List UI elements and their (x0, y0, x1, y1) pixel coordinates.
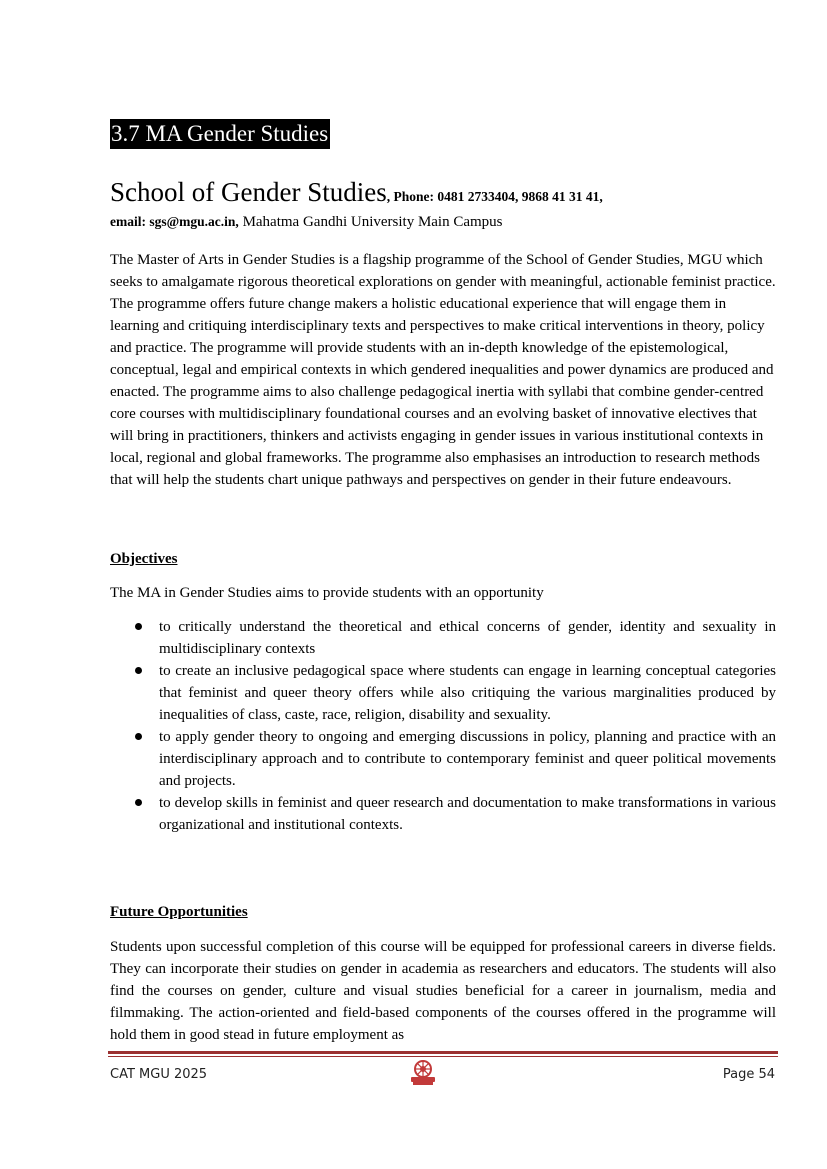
objective-item (110, 726, 776, 792)
footer-doc-label: CAT MGU 2025 (110, 1067, 208, 1082)
objective-item (110, 792, 776, 836)
bullet-icon (135, 733, 142, 740)
objectives-heading: Objectives (110, 551, 178, 567)
footer-rule-thin (108, 1056, 778, 1057)
school-email-line (110, 214, 503, 231)
intro-paragraph: The Master of Arts in Gender Studies is a flagship programme of the School of Gender Studies, MGU which seeks to amalgamate rigorous theoretical explorations on gender with meaningful, actionable feminist practice. The programme offers future change makers a holistic educational experience that will engage them in learning and critiquing interdisciplinary texts and perspectives to make critical interventions in theory, policy and practice. The programme will provide students with an in-depth knowledge of the epistemological, conceptual, legal and empirical contexts in which gendered inequalities and power dynamics are produced and enacted. The programme aims to also challenge pedagogical inertia with syllabi that combine gender-centred core courses with multidisciplinary foundational courses and an evolving basket of innovative electives that will bring in practitioners, thinkers and activists engaging in gender issues in various institutional contexts in local, regional and global frameworks. The programme also emphasises an introduction to research methods that will help the students chart unique pathways and perspectives on gender in their future endeavours. (110, 252, 776, 488)
school-name: School of Gender Studies (110, 177, 387, 207)
objectives-lead: The MA in Gender Studies aims to provide students with an opportunity (110, 585, 544, 601)
university-emblem-icon (408, 1058, 438, 1086)
objective-text: to create an inclusive pedagogical space where students can engage in learning conceptual categories that feminist and queer theory offers while also critiquing the various marginalities produced by inequalities of class, caste, race, religion, disability and sexuality. (159, 663, 776, 723)
school-phone: , Phone: 0481 2733404, 9868 41 31 41, (386, 189, 603, 204)
objective-text: to critically understand the theoretical and ethical concerns of gender, identity and sexuality in multidisciplinary contexts (159, 619, 776, 657)
section-title: 3.7 MA Gender Studies (110, 119, 330, 149)
future-opportunities-paragraph: Students upon successful completion of this course will be equipped for professional careers in diverse fields. They can incorporate their studies on gender in academia as researchers and educators. The students will also find the courses on gender, culture and visual studies beneficial for a career in journalism, media and filmmaking. The action-oriented and field-based components of the courses offered in the programme will hold them in good stead in future employment as (110, 939, 776, 1043)
objective-item (110, 660, 776, 726)
bullet-icon (135, 623, 142, 630)
objective-item (110, 616, 776, 660)
bullet-icon (135, 667, 142, 674)
objective-text: to develop skills in feminist and queer research and documentation to make transformations in various organizational and institutional contexts. (159, 795, 776, 833)
footer-page-number: Page 54 (722, 1067, 775, 1082)
objectives-list (110, 616, 776, 836)
bullet-icon (135, 799, 142, 806)
objective-text: to apply gender theory to ongoing and emerging discussions in policy, planning and practice with an interdisciplinary approach and to contribute to contemporary feminist and queer political movements and projects. (159, 729, 776, 789)
future-opportunities-heading: Future Opportunities (110, 904, 248, 920)
school-email[interactable]: email: sgs@mgu.ac.in, (110, 214, 239, 229)
school-contact-line (110, 177, 603, 208)
footer-rule (108, 1051, 778, 1054)
school-campus: Mahatma Gandhi University Main Campus (238, 214, 503, 230)
